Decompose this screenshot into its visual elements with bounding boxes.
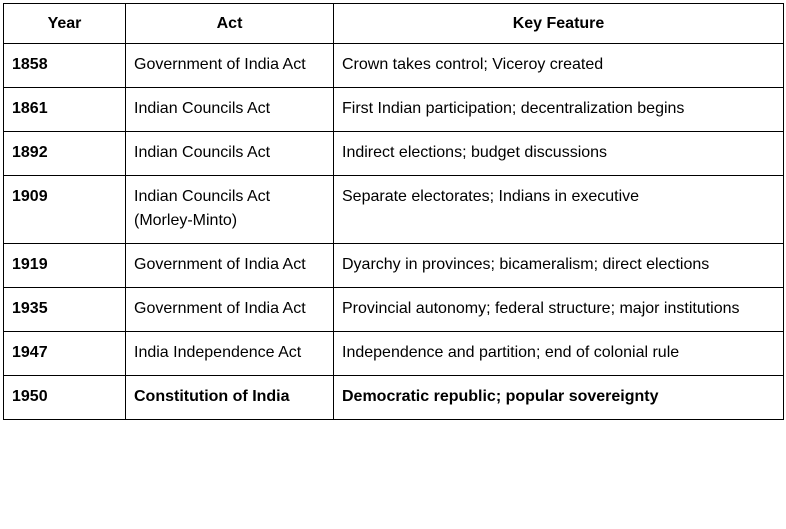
feature-cell: Provincial autonomy; federal structure; major institutions xyxy=(334,288,784,332)
act-cell: Constitution of India xyxy=(126,376,334,420)
table-row xyxy=(4,376,784,420)
act-cell: Government of India Act xyxy=(126,288,334,332)
table-row xyxy=(4,132,784,176)
year-cell: 1950 xyxy=(4,376,126,420)
table-row xyxy=(4,176,784,244)
act-cell: Indian Councils Act (Morley-Minto) xyxy=(126,176,334,244)
feature-cell: Crown takes control; Viceroy created xyxy=(334,44,784,88)
year-cell: 1861 xyxy=(4,88,126,132)
header-key-feature: Key Feature xyxy=(334,4,784,44)
year-cell: 1919 xyxy=(4,244,126,288)
feature-cell: Separate electorates; Indians in executive xyxy=(334,176,784,244)
header-act: Act xyxy=(126,4,334,44)
table-row xyxy=(4,44,784,88)
table-header-row xyxy=(4,4,784,44)
table-row xyxy=(4,244,784,288)
table-row xyxy=(4,332,784,376)
header-year: Year xyxy=(4,4,126,44)
year-cell: 1935 xyxy=(4,288,126,332)
feature-cell: First Indian participation; decentralization begins xyxy=(334,88,784,132)
feature-cell: Dyarchy in provinces; bicameralism; direct elections xyxy=(334,244,784,288)
feature-cell: Indirect elections; budget discussions xyxy=(334,132,784,176)
year-cell: 1892 xyxy=(4,132,126,176)
feature-cell: Democratic republic; popular sovereignty xyxy=(334,376,784,420)
table-row xyxy=(4,288,784,332)
feature-cell: Independence and partition; end of colonial rule xyxy=(334,332,784,376)
act-cell: Government of India Act xyxy=(126,244,334,288)
act-cell: Government of India Act xyxy=(126,44,334,88)
table-row xyxy=(4,88,784,132)
act-cell: Indian Councils Act xyxy=(126,132,334,176)
act-cell: India Independence Act xyxy=(126,332,334,376)
acts-table xyxy=(3,3,784,420)
year-cell: 1947 xyxy=(4,332,126,376)
year-cell: 1858 xyxy=(4,44,126,88)
act-cell: Indian Councils Act xyxy=(126,88,334,132)
year-cell: 1909 xyxy=(4,176,126,244)
